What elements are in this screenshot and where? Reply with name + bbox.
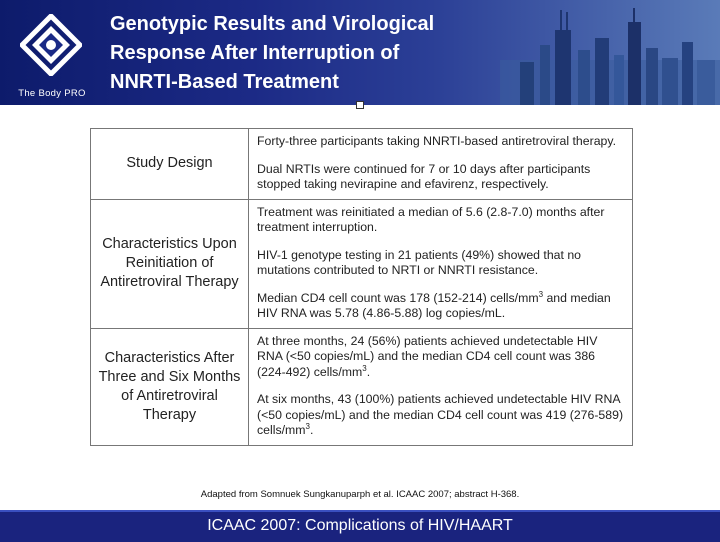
logo-caption: The Body PRO [18, 88, 86, 99]
three-months-paragraph [257, 331, 626, 384]
title-line-2: Response After Interruption of [110, 42, 400, 64]
page-title [110, 10, 530, 97]
three-months-text: At three months, 24 (56%) patients achieved undetectable HIV RNA (<50 copies/mL) and the median CD4 cell count was 386 (224-492) cells/mm [257, 333, 598, 379]
six-months-superscript: 3 [305, 421, 310, 431]
diamond-logo-icon [20, 14, 82, 76]
study-design-paragraph-2: Dual NRTIs were continued for 7 or 10 days after participants stopped taking nevirapine and efavirenz, respectively. [257, 161, 591, 191]
footer-title: ICAAC 2007: Complications of HIV/HAART [207, 517, 513, 534]
title-line-1: Genotypic Results and Virological [110, 13, 435, 35]
three-months-superscript: 3 [362, 363, 367, 373]
row-label-study-design: Study Design [91, 129, 249, 200]
reinitiation-paragraph-1: Treatment was reinitiated a median of 5.6 (2.8-7.0) months after treatment interruption. [257, 204, 605, 234]
cd4-text-before: Median CD4 cell count was 178 (152-214) cells/mm [257, 290, 539, 305]
row-label-after-therapy: Characteristics After Three and Six Months of Antiretroviral Therapy [91, 328, 249, 445]
three-months-end: . [366, 364, 371, 379]
table-row-study-design [91, 129, 633, 200]
reinitiation-paragraph-2: HIV-1 genotype testing in 21 patients (49%) showed that no mutations contributed to NRTI or NNRTI resistance. [257, 247, 582, 277]
results-table [90, 128, 633, 446]
six-months-text: At six months, 43 (100%) patients achieved undetectable HIV RNA (<50 copies/mL) and the median CD4 cell count was 419 (276-589) cells/mm [257, 392, 624, 437]
footer-bar [0, 510, 720, 542]
header-banner [0, 0, 720, 105]
six-months-paragraph [257, 389, 626, 442]
row-content-study-design [249, 129, 633, 200]
table-row-reinitiation [91, 199, 633, 328]
row-content-reinitiation [249, 199, 633, 328]
row-content-after-therapy [249, 328, 633, 445]
row-label-reinitiation: Characteristics Upon Reinitiation of Antiretroviral Therapy [91, 199, 249, 328]
city-skyline-image [500, 0, 720, 105]
title-line-3: NNRTI-Based Treatment [110, 71, 339, 93]
bullet-marker [356, 101, 364, 109]
cd4-text-after: and median HIV RNA was 5.78 (4.86-5.88) log copies/mL. [257, 290, 611, 320]
the-body-pro-logo [6, 8, 98, 100]
six-months-end: . [309, 423, 314, 437]
study-design-paragraph-1: Forty-three participants taking NNRTI-based antiretroviral therapy. [257, 134, 617, 148]
reinitiation-paragraph-3 [257, 288, 626, 325]
table-row-after-therapy [91, 328, 633, 445]
cd4-superscript: 3 [538, 289, 544, 299]
source-citation: Adapted from Somnuek Sungkanuparph et al. ICAAC 2007; abstract H-368. [200, 489, 520, 500]
